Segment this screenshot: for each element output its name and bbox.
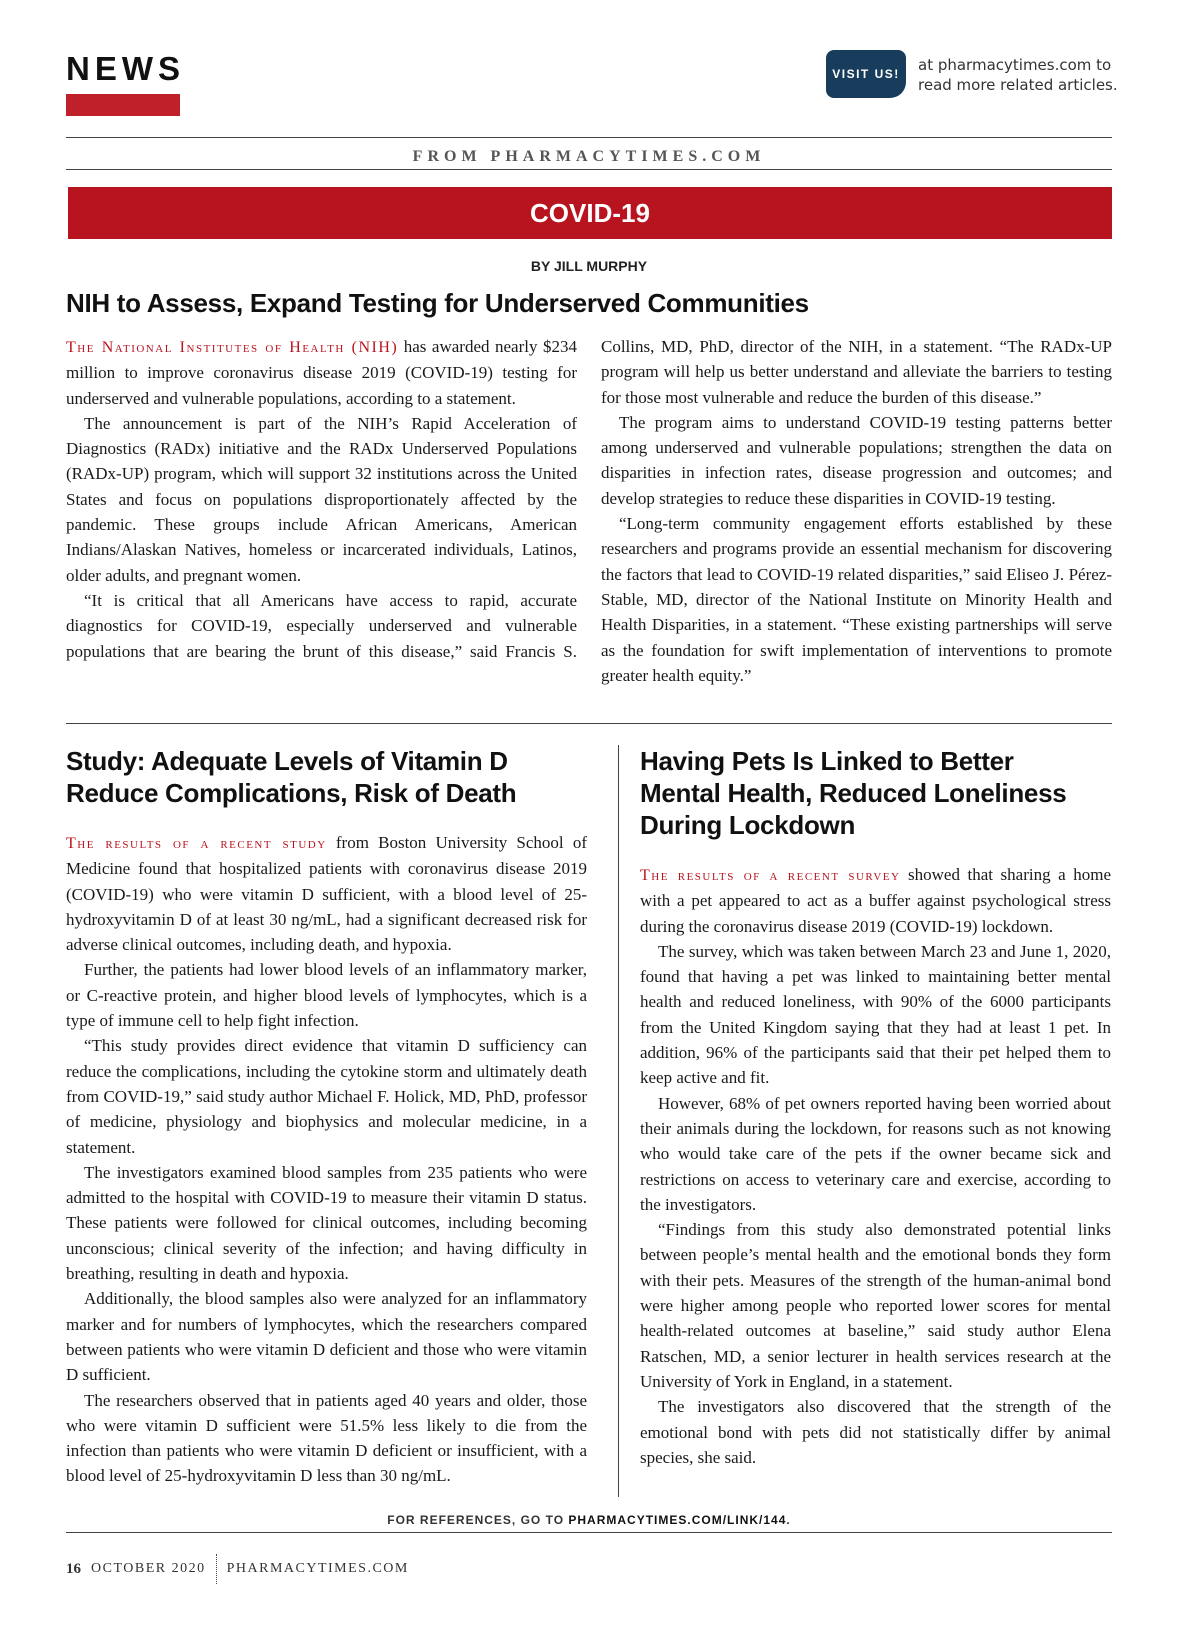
article1-paragraph: “Long-term community engagement efforts established by these researchers and programs provide an essential mechanism for discovering the factors that lead to COVID-19 related disparities,” said Eliseo J. Pérez-Stable, MD, director of the National Institute on Minority Health and Health Disparities, in a statement. “These existing partnerships will serve as the foundation for swift implementation of interventions to promote greater health equity.”: [601, 514, 1112, 685]
visit-us-text: [918, 55, 1118, 95]
article2-paragraph: The results of a recent study from Boston University School of Medicine found that hospitalized patients with coronavirus disease 2019 (COVID-19) who were vitamin D sufficient, with a blood level of 25-hydroxyvitamin D of at least 30 ng/mL, had a significant decreased risk for adverse clinical outcomes, including death, and hypoxia.: [66, 833, 587, 955]
article3-paragraph: The survey, which was taken between March 23 and June 1, 2020, found that having a pet was linked to maintaining better mental health and reduced loneliness, with 90% of the 6000 participants from the United Kingdom saying that they had at least 1 pet. In addition, 96% of the participants said that their pet helped them to keep active and fit.: [640, 941, 1111, 1088]
page-footer: [66, 1554, 409, 1584]
article1-lead: The National Institutes of Health (NIH): [66, 339, 399, 356]
article2-paragraph: The researchers observed that in patients aged 40 years and older, those who were vitamin D sufficient were 51.5% less likely to die from the infection than patients who were vitamin D deficient or insufficient, with a blood level of 25-hydroxyvitamin D less than 30 ng/mL.: [66, 1390, 587, 1486]
article1-body: [66, 334, 1112, 714]
article2-paragraph: The investigators examined blood samples from 235 patients who were admitted to the hospital with COVID-19 to measure their vitamin D status. These patients were followed for clinical outcomes, including becoming unconscious; clinical severity of the infection; and having difficulty in breathing, resulting in death and hypoxia.: [66, 1162, 587, 1284]
article3-body: [640, 862, 1111, 1470]
article3-lead: The results of a recent survey: [640, 867, 901, 884]
visit-text-line2: read more related articles.: [918, 76, 1118, 94]
bottom-rule: [66, 1532, 1112, 1533]
middle-rule: [66, 723, 1112, 724]
visit-us-badge[interactable]: VISIT US!: [826, 50, 906, 98]
article3-paragraph: “Findings from this study also demonstrated potential links between people’s mental health and the emotional bonds they form with their pets. Measures of the strength of the human-animal bond were higher among people who reported lower scores for mental health-related outcomes at baseline,” said study author Elena Ratschen, MD, a senior lecturer in health services research at the University of York in England, in a statement.: [640, 1220, 1111, 1391]
article2-paragraph: Further, the patients had lower blood levels of an inflammatory marker, or C-reactive protein, and higher blood levels of lymphocytes, which is a type of immune cell to help fight infection.: [66, 960, 587, 1031]
article3-paragraph: The results of a recent survey showed that sharing a home with a pet appeared to act as a buffer against psychological stress during the coronavirus disease 2019 (COVID-19) lockdown.: [640, 865, 1111, 936]
from-site-rule: [66, 169, 1112, 170]
article3-title: Having Pets Is Linked to Better Mental Health, Reduced Loneliness During Lockdown: [640, 746, 1067, 840]
article3-paragraph: The investigators also discovered that the strength of the emotional bond with pets did not statistically differ by animal species, she said.: [640, 1397, 1111, 1467]
article1-title: NIH to Assess, Expand Testing for Underserved Communities: [66, 288, 809, 318]
byline: BY JILL MURPHY: [530, 258, 648, 274]
page-number: 16: [66, 1560, 81, 1577]
issue-date: OCTOBER 2020: [91, 1561, 206, 1576]
article2-paragraph: Additionally, the blood samples also were analyzed for an inflammatory marker and for numbers of lymphocytes, which the researchers compared between patients who were vitamin D deficient and those who were vitamin D sufficient.: [66, 1289, 587, 1385]
column-divider: [618, 745, 619, 1497]
article1-paragraph: “It is critical that all Americans have access to rapid, accurate diagnostics for COVID-19, especially underserved and vulnerable populations that are bearing the brunt of this disease,” said Francis S. Collins, MD, PhD, director of the NIH, in a statement. “The RADx-UP program will help us better understand and alleviate the barriers to testing for those most vulnerable and reduce the burden of this disease.”: [66, 337, 1112, 661]
article1-paragraph: The announcement is part of the NIH’s Rapid Acceleration of Diagnostics (RADx) initiative and the RADx Underserved Populations (RADx-UP) program, which will support 32 institutions across the United States and focus on populations disproportionately affected by the pandemic. These groups include African Americans, American Indians/Alaskan Natives, homeless or incarcerated individuals, Latinos, older adults, and pregnant women.: [66, 413, 577, 585]
footer-separator: [216, 1554, 217, 1584]
top-rule: [66, 137, 1112, 138]
article2-title: Study: Adequate Levels of Vitamin D Reduce Complications, Risk of Death: [66, 746, 517, 808]
article1-paragraph: The National Institutes of Health (NIH) has awarded nearly $234 million to improve coronavirus disease 2019 (COVID-19) testing for underserved and vulnerable populations, according to a statement.: [66, 337, 577, 408]
topic-banner: COVID-19: [68, 187, 1112, 239]
from-site-label: FROM PHARMACYTIMES.COM: [412, 148, 766, 165]
references-link[interactable]: PHARMACYTIMES.COM/LINK/144: [568, 1513, 787, 1527]
footer-site: PHARMACYTIMES.COM: [226, 1561, 409, 1576]
visit-text-line1: at pharmacytimes.com to: [918, 56, 1112, 74]
article1-paragraph: The program aims to understand COVID-19 testing patterns better among underserved and vulnerable populations; strengthen the data on disparities in infection rates, disease progression and outcomes; and develop strategies to reduce these disparities in COVID-19 testing.: [601, 412, 1112, 508]
article2-lead: The results of a recent study: [66, 835, 327, 852]
section-accent-bar: [66, 94, 180, 116]
article2-paragraph: “This study provides direct evidence that vitamin D sufficiency can reduce the complications, including the cytokine storm and ultimately death from COVID-19,” said study author Michael F. Holick, MD, PhD, professor of medicine, physiology and biophysics and molecular medicine, in a statement.: [66, 1036, 587, 1157]
article2-body: [66, 830, 587, 1489]
article3-paragraph: However, 68% of pet owners reported having been worried about their animals during the lockdown, for reasons such as not knowing who would take care of the pets if the owner became sick and restrictions on access to veterinary care and exercise, according to the investigators.: [640, 1093, 1111, 1214]
section-label: NEWS: [66, 50, 185, 87]
references-note: FOR REFERENCES, GO TO PHARMACYTIMES.COM/LINK/144.: [387, 1513, 791, 1527]
